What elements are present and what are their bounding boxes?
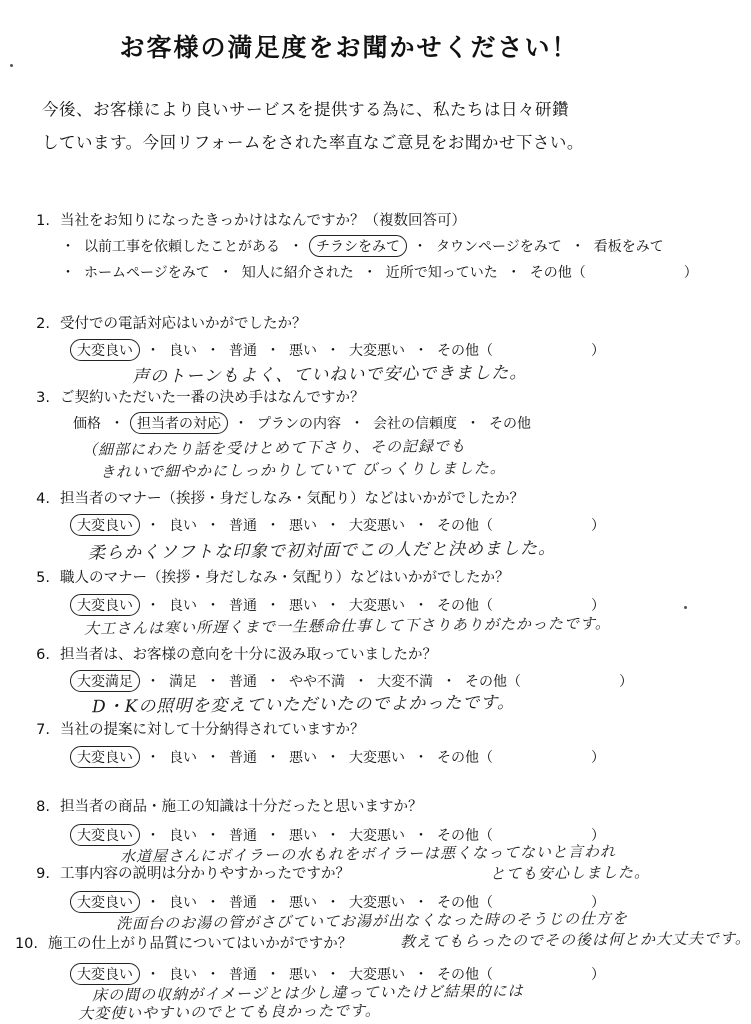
option-selected[interactable]: チラシをみて xyxy=(309,235,407,257)
question-number: 4. xyxy=(36,491,50,507)
option[interactable]: 以前工事を依頼したことがある xyxy=(84,239,280,255)
option-other[interactable]: その他（ xyxy=(437,518,493,534)
option[interactable]: 大変悪い xyxy=(349,518,405,534)
handwritten-comment: D・Kの照明を変えていただいたのでよかったです。 xyxy=(91,692,516,718)
question-number: 3. xyxy=(36,390,50,406)
question-text: ご契約いただいた一番の決め手はなんですか？ xyxy=(60,390,365,406)
option[interactable]: 普通 xyxy=(229,828,257,844)
question-number: 7. xyxy=(36,722,50,738)
option[interactable]: 良い xyxy=(169,895,197,911)
question-1 xyxy=(20,209,466,230)
option[interactable]: 悪い xyxy=(289,967,317,983)
question-text: 当社をお知りになったきっかけはなんですか？（複数回答可） xyxy=(60,213,466,229)
option-other[interactable]: その他（ xyxy=(437,750,493,766)
scan-speck xyxy=(10,64,13,67)
question-number: 9. xyxy=(36,866,50,882)
question-number: 10. xyxy=(14,936,38,952)
option[interactable]: 悪い xyxy=(289,895,317,911)
question-8 xyxy=(20,795,423,816)
option[interactable]: 普通 xyxy=(229,895,257,911)
paren-close: ） xyxy=(591,967,605,983)
option[interactable]: 大変悪い xyxy=(349,750,405,766)
question-6 xyxy=(20,643,437,664)
option[interactable]: 普通 xyxy=(229,518,257,534)
handwritten-comment: 大変使いやすいのでとても良かったです。 xyxy=(77,1001,381,1023)
question-text: 担当者は、お客様の意向を十分に汲み取っていましたか？ xyxy=(60,647,437,663)
option-other[interactable]: その他（ xyxy=(465,674,521,690)
option-selected[interactable]: 大変満足 xyxy=(70,670,140,692)
option[interactable]: 価格 xyxy=(73,416,101,432)
question-number: 8. xyxy=(36,799,50,815)
handwritten-comment: 水道屋さんにボイラーの水もれをボイラーは悪くなってないと言われ xyxy=(119,842,617,866)
question-text: 工事内容の説明は分かりやすかったですか？ xyxy=(60,866,350,882)
paren-close: ） xyxy=(591,828,605,844)
handwritten-comment: （細部にわたり話を受けとめて下さり、その記録でも xyxy=(81,436,467,460)
paren-close: ） xyxy=(591,895,605,911)
question-text: 職人のマナー（挨拶・身だしなみ・気配り）などはいかがでしたか？ xyxy=(60,570,510,586)
question-5 xyxy=(20,566,510,587)
question-3-options: 価格 ・ 担当者の対応 ・ プランの内容 ・ 会社の信頼度 ・ その他 xyxy=(70,412,534,434)
paren-close: ） xyxy=(683,265,698,281)
paren-close: ） xyxy=(591,750,605,766)
question-8-options: 大変良い ・ 良い ・ 普通 ・ 悪い ・ 大変悪い ・ その他（ ） xyxy=(70,824,605,846)
option[interactable]: 良い xyxy=(169,750,197,766)
option[interactable]: 良い xyxy=(169,828,197,844)
handwritten-comment: 教えてもらったのでその後は何とか大丈夫です。 xyxy=(399,929,751,951)
question-4 xyxy=(20,487,524,508)
option-other[interactable]: その他（ xyxy=(529,265,586,281)
question-4-options: 大変良い ・ 良い ・ 普通 ・ 悪い ・ 大変悪い ・ その他（ ） xyxy=(70,514,605,536)
question-text: 受付での電話対応はいかがでしたか？ xyxy=(60,316,307,332)
option[interactable]: 大変悪い xyxy=(349,828,405,844)
survey-title: お客様の満足度をお聞かせください！ xyxy=(119,33,579,62)
option-selected[interactable]: 大変良い xyxy=(70,514,140,536)
option[interactable]: タウンページをみて xyxy=(436,239,562,255)
paren-close: ） xyxy=(591,598,605,614)
intro-line-1: 今後、お客様により良いサービスを提供する為に、私たちは日々研鑽 xyxy=(42,100,569,119)
option[interactable]: ホームページをみて xyxy=(84,265,210,281)
intro-text xyxy=(42,93,662,159)
handwritten-comment: 大工さんは寒い所遅くまで一生懸命仕事して下さりありがたかったです。 xyxy=(83,614,611,638)
question-number: 5. xyxy=(36,570,50,586)
option[interactable]: 良い xyxy=(169,967,197,983)
question-7 xyxy=(20,718,365,739)
handwritten-comment: 柔らかくソフトな印象で初対面でこの人だと決めました。 xyxy=(87,538,557,564)
option[interactable]: 会社の信頼度 xyxy=(373,416,457,432)
option[interactable]: 看板をみて xyxy=(593,239,664,255)
option-other[interactable]: その他（ xyxy=(437,895,493,911)
question-6-options: 大変満足 ・ 満足 ・ 普通 ・ やや不満 ・ 大変不満 ・ その他（ ） xyxy=(70,670,633,692)
option-other[interactable]: その他（ xyxy=(437,828,493,844)
option-selected[interactable]: 大変良い xyxy=(70,339,140,361)
option-other[interactable]: その他（ xyxy=(437,598,493,614)
paren-close: ） xyxy=(591,343,605,359)
option[interactable]: 良い xyxy=(169,343,197,359)
option[interactable]: 悪い xyxy=(289,598,317,614)
option-selected[interactable]: 大変良い xyxy=(70,594,140,616)
handwritten-comment: 声のトーンもよく、ていねいで安心できました。 xyxy=(131,362,528,388)
question-7-options: 大変良い ・ 良い ・ 普通 ・ 悪い ・ 大変悪い ・ その他（ ） xyxy=(70,746,605,768)
question-9 xyxy=(20,862,350,883)
handwritten-comment: 床の間の収納がイメージとは少し違っていたけど結果的には xyxy=(91,981,524,1005)
question-text: 担当者の商品・施工の知識は十分だったと思いますか？ xyxy=(60,799,423,815)
option[interactable]: 普通 xyxy=(229,343,257,359)
option[interactable]: 満足 xyxy=(169,674,197,690)
option[interactable]: 大変悪い xyxy=(349,343,405,359)
option-other[interactable]: その他（ xyxy=(437,967,493,983)
scan-speck xyxy=(684,606,687,609)
question-number: 6. xyxy=(36,647,50,663)
option[interactable]: 知人に紹介された xyxy=(241,265,354,281)
option[interactable]: 大変不満 xyxy=(377,674,433,690)
question-9-options: 大変良い ・ 良い ・ 普通 ・ 悪い ・ 大変悪い ・ その他（ ） xyxy=(70,891,605,913)
handwritten-comment: 洗面台のお湯の管がさびていてお湯が出なくなった時のそうじの仕方を xyxy=(115,909,629,933)
question-text: 担当者のマナー（挨拶・身だしなみ・気配り）などはいかがでしたか？ xyxy=(60,491,524,507)
option-selected[interactable]: 担当者の対応 xyxy=(130,412,228,434)
question-5-options: 大変良い ・ 良い ・ 普通 ・ 悪い ・ 大変悪い ・ その他（ ） xyxy=(70,594,605,616)
option[interactable]: 近所で知っていた xyxy=(385,265,498,281)
question-number: 1. xyxy=(36,213,50,229)
question-10-options: 大変良い ・ 良い ・ 普通 ・ 悪い ・ 大変悪い ・ その他（ ） xyxy=(70,963,605,985)
question-10 xyxy=(8,932,352,953)
option[interactable]: 悪い xyxy=(289,518,317,534)
question-text: 当社の提案に対して十分納得されていますか？ xyxy=(60,722,365,738)
option[interactable]: 普通 xyxy=(229,674,257,690)
question-1-options-row2: ・ ホームページをみて ・ 知人に紹介された ・ 近所で知っていた ・ その他（ ） xyxy=(55,261,698,283)
option[interactable]: 悪い xyxy=(289,750,317,766)
question-2 xyxy=(20,312,307,333)
question-1-options-row1: ・ 以前工事を依頼したことがある ・ チラシをみて ・ タウンページをみて ・ 看板をみて xyxy=(55,235,667,257)
option[interactable]: プランの内容 xyxy=(257,416,341,432)
option[interactable]: 大変悪い xyxy=(349,895,405,911)
option-selected[interactable]: 大変良い xyxy=(70,963,140,985)
question-number: 2. xyxy=(36,316,50,332)
option-other[interactable]: その他（ xyxy=(437,343,493,359)
option[interactable]: その他 xyxy=(489,416,531,432)
option[interactable]: 普通 xyxy=(229,750,257,766)
question-text: 施工の仕上がり品質についてはいかがですか？ xyxy=(48,936,353,952)
option[interactable]: 普通 xyxy=(229,598,257,614)
option-selected[interactable]: 大変良い xyxy=(70,891,140,913)
option-selected[interactable]: 大変良い xyxy=(70,824,140,846)
option[interactable]: 良い xyxy=(169,598,197,614)
option[interactable]: やや不満 xyxy=(289,674,345,690)
option-selected[interactable]: 大変良い xyxy=(70,746,140,768)
paren-close: ） xyxy=(591,518,605,534)
handwritten-comment: とても安心しました。 xyxy=(489,863,651,883)
intro-line-2: しています。今回リフォームをされた率直なご意見をお聞かせ下さい。 xyxy=(42,133,584,152)
option[interactable]: 普通 xyxy=(229,967,257,983)
option[interactable]: 大変悪い xyxy=(349,967,405,983)
question-2-options: 大変良い ・ 良い ・ 普通 ・ 悪い ・ 大変悪い ・ その他（ ） xyxy=(70,339,605,361)
option[interactable]: 良い xyxy=(169,518,197,534)
paren-close: ） xyxy=(619,674,633,690)
option[interactable]: 大変悪い xyxy=(349,598,405,614)
question-3 xyxy=(20,386,365,407)
option[interactable]: 悪い xyxy=(289,343,317,359)
option[interactable]: 悪い xyxy=(289,828,317,844)
handwritten-comment: きれいで細やかにしっかりしていて びっくりしました。 xyxy=(99,458,506,482)
